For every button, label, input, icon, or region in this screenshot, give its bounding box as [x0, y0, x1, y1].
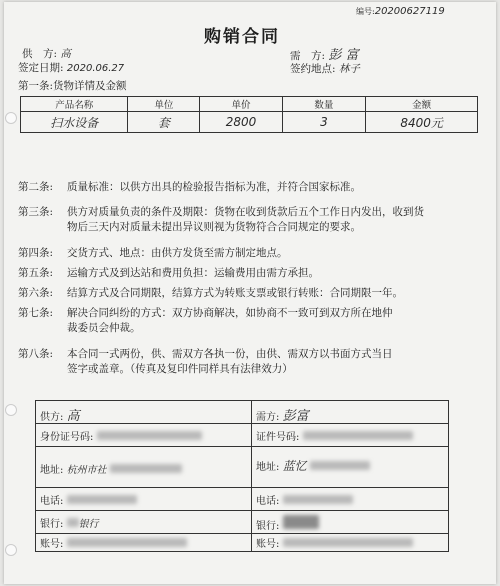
clause-6-label: 第六条:	[18, 287, 54, 299]
supplier-address-value: 杭州市社	[66, 465, 107, 476]
sign-place-value: 林子	[338, 63, 360, 75]
buyer-account-label: 账号:	[256, 539, 280, 550]
clause-8	[18, 347, 393, 377]
supplier-phone-redacted	[67, 495, 137, 504]
goods-table	[20, 96, 478, 133]
col-unit: 单位	[128, 97, 200, 112]
supplier-label: 供 方:	[22, 48, 58, 60]
buyer-signature: 彭富	[282, 409, 309, 424]
clause-7	[18, 306, 393, 336]
cell-amount: 8400元	[366, 112, 478, 133]
supplier-account-cell	[40, 535, 187, 550]
col-unit-price: 单价	[200, 97, 282, 112]
supplier-id-label: 身份证号码:	[40, 432, 94, 443]
supplier-account-label: 账号:	[40, 539, 64, 550]
buyer-label: 需方:	[256, 412, 280, 423]
clause-1-label: 第一条:	[18, 80, 54, 92]
contract-title: 购销合同	[204, 27, 280, 47]
cell-unit-price: 2800	[200, 112, 282, 133]
clause-2-text: 质量标准：以供方出具的检验报告指标为准，并符合国家标准。	[67, 181, 361, 193]
supplier-account-redacted	[67, 538, 187, 547]
buyer-bank-label: 银行:	[256, 521, 280, 532]
buyer-id-redacted	[303, 431, 413, 440]
sign-date-label: 签定日期:	[18, 62, 64, 74]
buyer-account-redacted	[283, 538, 413, 547]
buyer-address-label: 地址:	[256, 462, 280, 473]
col-quantity: 数量	[282, 97, 366, 112]
supplier-id-cell	[40, 428, 202, 443]
parties-table	[35, 400, 449, 552]
buyer-phone-label: 电话:	[256, 496, 280, 507]
clause-3-text-line2: 物后三天内对质量未提出异议则视为货物符合合同规定的要求。	[67, 221, 361, 233]
clause-8-label: 第八条:	[18, 348, 54, 360]
col-product-name: 产品名称	[21, 97, 128, 112]
buyer-phone-redacted	[283, 495, 353, 504]
supplier-phone-label: 电话:	[40, 496, 64, 507]
clause-6-text: 结算方式及合同期限，结算方式为转账支票或银行转账：合同期限一年。	[67, 287, 403, 299]
clause-5-label: 第五条:	[18, 267, 54, 279]
goods-row	[21, 112, 478, 133]
clause-3	[18, 205, 424, 235]
party-row-id	[36, 424, 448, 447]
clause-4	[18, 246, 288, 261]
clause-1-text: 货物详情及金额	[53, 80, 127, 92]
sign-place-label: 签约地点:	[290, 63, 336, 75]
buyer-bank-cell	[256, 515, 319, 532]
clause-7-text-line2: 裁委员会仲裁。	[67, 322, 141, 334]
buyer-address-value: 蓝忆	[282, 459, 307, 473]
party-row-address	[36, 447, 448, 488]
supplier-bank-cell	[40, 515, 99, 530]
serial-label: 编号:	[356, 7, 375, 16]
buyer-phone-cell	[256, 492, 353, 507]
serial-number	[356, 6, 445, 17]
clause-3-text-line1: 供方对质量负责的条件及期限：货物在收到货款后五个工作日内发出，收到货	[67, 206, 424, 218]
clause-2	[18, 180, 361, 195]
supplier-bank-value: 银行	[78, 519, 99, 530]
supplier-address-redacted	[110, 464, 182, 473]
party-row-phone	[36, 488, 448, 511]
buyer-id-cell	[256, 428, 413, 443]
clause-8-text-line1: 本合同一式两份，供、需双方各执一份，由供、需双方以书面方式当日	[67, 348, 393, 360]
party-row-name	[36, 401, 448, 424]
clause-7-label: 第七条:	[18, 307, 54, 319]
buyer-cell	[256, 405, 309, 424]
col-amount: 金额	[366, 97, 478, 112]
supplier-signature: 高	[66, 409, 80, 424]
supplier-address-cell	[40, 461, 182, 476]
clause-8-text-line2: 签字或盖章。（传真及复印件同样具有法律效力）	[67, 363, 293, 375]
buyer-bank-redacted	[283, 515, 319, 529]
buyer-address-redacted	[310, 461, 370, 470]
clause-4-label: 第四条:	[18, 247, 54, 259]
buyer-address-cell	[256, 457, 370, 474]
punch-hole	[5, 404, 17, 416]
supplier-bank-redacted	[67, 518, 79, 527]
supplier-phone-cell	[40, 492, 137, 507]
buyer-id-label: 证件号码:	[256, 432, 300, 443]
clause-5	[18, 266, 319, 281]
buyer-value: 彭 富	[328, 48, 359, 63]
party-row-account	[36, 534, 448, 550]
serial-value: 20200627119	[374, 6, 445, 17]
cell-unit: 套	[128, 112, 200, 133]
supplier-cell	[40, 405, 80, 424]
cell-quantity: 3	[282, 112, 366, 133]
buyer-account-cell	[256, 535, 413, 550]
supplier-address-label: 地址:	[40, 465, 64, 476]
cell-product-name: 扫水设备	[21, 112, 128, 133]
punch-hole	[5, 112, 17, 124]
sign-date	[18, 60, 124, 75]
clause-6	[18, 286, 403, 301]
clause-2-label: 第二条:	[18, 181, 54, 193]
supplier-header	[22, 46, 71, 61]
supplier-value: 高	[60, 48, 71, 60]
buyer-label: 需 方:	[290, 50, 326, 62]
clause-5-text: 运输方式及到达站和费用负担：运输费用由需方承担。	[67, 267, 319, 279]
supplier-label: 供方:	[40, 412, 64, 423]
sign-date-value: 2020.06.27	[66, 63, 125, 74]
clause-4-text: 交货方式、地点：由供方发货至需方制定地点。	[67, 247, 288, 259]
contract-page	[4, 2, 496, 584]
clause-1	[18, 78, 127, 93]
clause-7-text-line1: 解决合同纠纷的方式：双方协商解决，如协商不一致可到双方所在地仲	[67, 307, 393, 319]
clause-3-label: 第三条:	[18, 206, 54, 218]
party-row-bank	[36, 511, 448, 534]
sign-place	[290, 61, 360, 76]
supplier-id-redacted	[97, 431, 202, 440]
goods-header-row	[21, 97, 478, 112]
supplier-bank-label: 银行:	[40, 519, 64, 530]
punch-hole	[5, 544, 17, 556]
